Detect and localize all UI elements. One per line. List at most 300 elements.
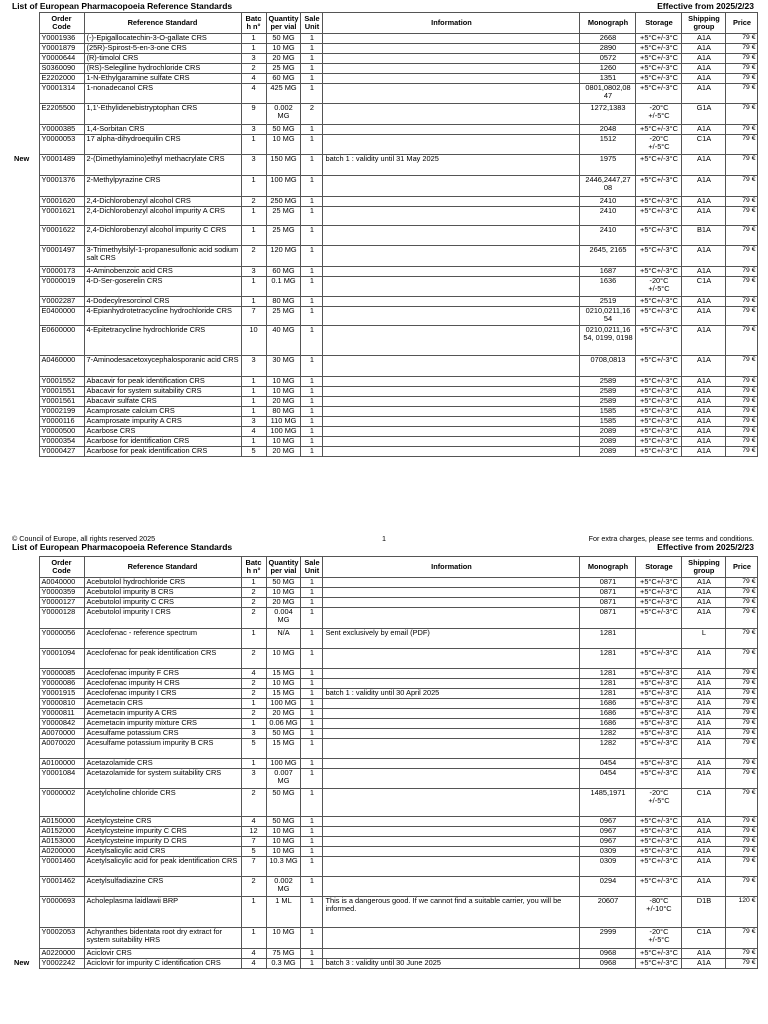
table-row [12,226,758,246]
reference-standard-cell: 4-D-Ser-goserelin CRS [84,277,241,297]
batch-cell: 3 [241,729,266,739]
table-row [12,54,758,64]
row-flag [12,588,39,598]
reference-standard-cell: Acetazolamide for system suitability CRS [84,769,241,789]
information-cell [323,326,580,356]
reference-standard-cell: 4-Epitetracycline hydrochloride CRS [84,326,241,356]
sale-unit-cell: 1 [301,267,323,277]
shipping-group-cell: A1A [682,709,726,719]
table-row [12,417,758,427]
table-row [12,197,758,207]
price-cell: 79 € [726,277,758,297]
information-cell [323,769,580,789]
price-cell: 79 € [726,709,758,719]
quantity-cell: 10 MG [266,437,301,447]
table-row [12,44,758,54]
monograph-cell: 1272,1383 [580,104,636,125]
quantity-cell: 30 MG [266,356,301,377]
sale-unit-cell: 1 [301,897,323,928]
shipping-group-cell: A1A [682,877,726,897]
monograph-cell: 1585 [580,407,636,417]
storage-cell: +5°C+/-3°C [636,407,682,417]
sale-unit-cell: 1 [301,629,323,649]
price-cell: 120 € [726,897,758,928]
price-cell: 79 € [726,769,758,789]
table-row [12,578,758,588]
monograph-cell: 1686 [580,719,636,729]
order-code-cell: Y0000385 [39,125,84,135]
reference-standard-cell: Aceclofenac impurity H CRS [84,679,241,689]
reference-standard-cell: Acetylsalicylic acid for peak identification CRS [84,857,241,877]
information-cell: batch 1 : validity until 30 April 2025 [323,689,580,699]
storage-cell: +5°C+/-3°C [636,155,682,176]
quantity-cell: 60 MG [266,267,301,277]
batch-cell: 1 [241,578,266,588]
quantity-cell: 80 MG [266,407,301,417]
storage-cell: +5°C+/-3°C [636,827,682,837]
batch-header: Batc h n° [241,13,266,34]
price-cell: 79 € [726,176,758,197]
storage-cell: +5°C+/-3°C [636,649,682,669]
table-row [12,34,758,44]
order-code-cell: Y0001620 [39,197,84,207]
information-cell [323,74,580,84]
storage-cell: +5°C+/-3°C [636,64,682,74]
table-row [12,897,758,928]
table-row [12,759,758,769]
batch-cell: 3 [241,356,266,377]
table-row [12,588,758,598]
reference-standard-cell: Abacavir for system suitability CRS [84,387,241,397]
information-header: Information [323,557,580,578]
storage-cell: +5°C+/-3°C [636,759,682,769]
price-cell: 79 € [726,857,758,877]
price-cell: 79 € [726,729,758,739]
row-flag [12,769,39,789]
price-cell: 79 € [726,246,758,267]
storage-cell: -20°C +/-5°C [636,789,682,817]
price-header: Price [726,13,758,34]
table-row [12,857,758,877]
order-code-cell: Y0001462 [39,877,84,897]
information-cell [323,649,580,669]
reference-standard-cell: Acetylcysteine impurity C CRS [84,827,241,837]
table-row [12,729,758,739]
quantity-cell: 80 MG [266,297,301,307]
price-cell: 79 € [726,817,758,827]
table-row [12,877,758,897]
quantity-cell: 10 MG [266,928,301,949]
storage-cell: -20°C +/-5°C [636,928,682,949]
reference-standard-cell: Acetylcysteine CRS [84,817,241,827]
price-cell: 79 € [726,699,758,709]
batch-cell: 7 [241,837,266,847]
order-code-cell: A0152000 [39,827,84,837]
reference-standard-cell: Acarbose for peak identification CRS [84,447,241,457]
monograph-cell: 0871 [580,578,636,588]
quantity-cell: 120 MG [266,246,301,267]
sale-unit-cell: 1 [301,397,323,407]
batch-cell: 2 [241,877,266,897]
information-cell [323,387,580,397]
storage-cell: -20°C +/-5°C [636,104,682,125]
storage-cell: +5°C+/-3°C [636,387,682,397]
table-row [12,739,758,759]
row-flag [12,928,39,949]
storage-cell: -20°C +/-5°C [636,135,682,155]
storage-header: Storage [636,557,682,578]
storage-cell: -20°C +/-5°C [636,277,682,297]
shipping-group-cell: A1A [682,578,726,588]
table-row [12,407,758,417]
information-cell [323,377,580,387]
sale-unit-cell: 1 [301,437,323,447]
monograph-cell: 2519 [580,297,636,307]
monograph-cell: 0309 [580,857,636,877]
sale-unit-cell: 1 [301,857,323,877]
order-code-cell: Y0000842 [39,719,84,729]
order-code-cell: Y0000116 [39,417,84,427]
quantity-cell: 50 MG [266,817,301,827]
monograph-header: Monograph [580,557,636,578]
information-header: Information [323,13,580,34]
shipping-group-cell: A1A [682,588,726,598]
reference-standard-cell: (-)-Epigallocatechin-3-O-gallate CRS [84,34,241,44]
sale-unit-cell: 1 [301,417,323,427]
row-flag [12,649,39,669]
sale-unit-cell: 1 [301,578,323,588]
monograph-cell: 1687 [580,267,636,277]
reference-standard-cell: Acebutolol impurity I CRS [84,608,241,629]
row-flag [12,857,39,877]
table-row [12,307,758,326]
quantity-cell: 0.002 MG [266,877,301,897]
information-cell [323,64,580,74]
order-code-cell: A0200000 [39,847,84,857]
information-cell [323,226,580,246]
quantity-cell: 25 MG [266,207,301,226]
sale-unit-cell: 1 [301,959,323,969]
order-code-cell: Y0000128 [39,608,84,629]
storage-cell: +5°C+/-3°C [636,356,682,377]
monograph-cell: 1282 [580,729,636,739]
storage-cell [636,629,682,649]
reference-standard-cell: 4-Dodecylresorcinol CRS [84,297,241,307]
information-cell [323,34,580,44]
information-cell [323,437,580,447]
batch-cell: 4 [241,74,266,84]
quantity-cell: 10 MG [266,679,301,689]
sale-unit-cell: 1 [301,356,323,377]
price-cell: 79 € [726,437,758,447]
quantity-cell: 40 MG [266,326,301,356]
batch-cell: 2 [241,64,266,74]
reference-standard-cell: Aciclovir for impurity C identification CRS [84,959,241,969]
shipping-group-cell: A1A [682,769,726,789]
price-cell: 79 € [726,307,758,326]
order-code-cell: Y0000053 [39,135,84,155]
quantity-cell: 0.004 MG [266,608,301,629]
reference-standard-cell: Aciclovir CRS [84,949,241,959]
batch-cell: 1 [241,699,266,709]
storage-cell: +5°C+/-3°C [636,34,682,44]
table-row [12,277,758,297]
order-code-header: Order Code [39,13,84,34]
reference-standard-cell: Acetylsalicylic acid CRS [84,847,241,857]
shipping-group-cell: A1A [682,598,726,608]
storage-cell: +5°C+/-3°C [636,437,682,447]
sale-unit-cell: 1 [301,34,323,44]
price-cell: 79 € [726,827,758,837]
batch-cell: 5 [241,847,266,857]
information-cell [323,847,580,857]
extra-charges-note: For extra charges, please see terms and conditions. [588,534,754,543]
price-cell: 79 € [726,267,758,277]
price-cell: 79 € [726,226,758,246]
table-row [12,817,758,827]
storage-cell: +5°C+/-3°C [636,417,682,427]
shipping-group-cell: A1A [682,847,726,857]
information-cell [323,877,580,897]
price-cell: 79 € [726,104,758,125]
batch-header: Batc h n° [241,557,266,578]
order-code-cell: A0100000 [39,759,84,769]
storage-cell: +5°C+/-3°C [636,608,682,629]
quantity-cell: 10 MG [266,44,301,54]
monograph-cell: 1485,1971 [580,789,636,817]
order-code-cell: Y0000810 [39,699,84,709]
monograph-cell: 2089 [580,447,636,457]
batch-cell: 9 [241,104,266,125]
table-row [12,207,758,226]
price-cell: 79 € [726,297,758,307]
monograph-cell: 1351 [580,74,636,84]
order-code-cell: Y0000644 [39,54,84,64]
monograph-cell: 0967 [580,817,636,827]
row-flag [12,827,39,837]
sale-unit-cell: 1 [301,64,323,74]
price-cell: 79 € [726,739,758,759]
batch-cell: 3 [241,54,266,64]
batch-cell: 4 [241,959,266,969]
quantity-cell: 150 MG [266,155,301,176]
row-flag [12,629,39,649]
row-flag [12,44,39,54]
storage-cell: +5°C+/-3°C [636,427,682,437]
row-flag [12,125,39,135]
sale-unit-cell: 1 [301,297,323,307]
information-cell: This is a dangerous good. If we cannot find a suitable carrier, you will be informed. [323,897,580,928]
information-cell [323,837,580,847]
sale-unit-cell: 1 [301,155,323,176]
storage-cell: +5°C+/-3°C [636,125,682,135]
row-flag [12,176,39,197]
order-code-cell: Y0000359 [39,588,84,598]
monograph-cell: 0871 [580,608,636,629]
price-cell: 79 € [726,847,758,857]
reference-standard-cell: Acebutolol hydrochloride CRS [84,578,241,588]
sale-unit-cell: 1 [301,246,323,267]
price-cell: 79 € [726,155,758,176]
batch-cell: 1 [241,407,266,417]
shipping-group-cell: A1A [682,447,726,457]
sale-unit-cell: 1 [301,669,323,679]
monograph-cell: 1281 [580,669,636,679]
row-flag [12,817,39,827]
order-code-cell: Y0002053 [39,928,84,949]
shipping-group-cell: A1A [682,679,726,689]
order-code-cell: Y0001551 [39,387,84,397]
storage-cell: +5°C+/-3°C [636,307,682,326]
price-cell: 79 € [726,356,758,377]
batch-cell: 4 [241,427,266,437]
monograph-cell: 0294 [580,877,636,897]
price-cell: 79 € [726,588,758,598]
reference-standard-cell: Acemetacin impurity mixture CRS [84,719,241,729]
shipping-group-cell: A1A [682,817,726,827]
shipping-group-cell: A1A [682,837,726,847]
shipping-group-cell: A1A [682,74,726,84]
batch-cell: 1 [241,34,266,44]
monograph-cell: 0967 [580,827,636,837]
table-row [12,427,758,437]
reference-standard-cell: 1-N-Ethylgaramine sulfate CRS [84,74,241,84]
shipping-group-cell: A1A [682,857,726,877]
shipping-group-cell: A1A [682,397,726,407]
shipping-group-cell: C1A [682,928,726,949]
shipping-group-cell: A1A [682,377,726,387]
reference-standard-cell: 2,4-Dichlorobenzyl alcohol impurity C CRS [84,226,241,246]
copyright-text: © Council of Europe, all rights reserved 2025 [12,534,156,543]
sale-unit-cell: 1 [301,44,323,54]
document-title: List of European Pharmacopoeia Reference Standards [12,1,233,11]
reference-standards-table-page-1 [12,12,758,457]
monograph-cell: 1282 [580,739,636,759]
row-flag [12,699,39,709]
batch-cell: 4 [241,84,266,104]
table-row [12,125,758,135]
quantity-cell: 110 MG [266,417,301,427]
table-row [12,176,758,197]
storage-cell: +5°C+/-3°C [636,74,682,84]
sale-unit-cell: 1 [301,277,323,297]
monograph-cell: 1686 [580,709,636,719]
row-flag [12,877,39,897]
storage-cell: +5°C+/-3°C [636,729,682,739]
shipping-group-cell: A1A [682,759,726,769]
sale-unit-cell: 1 [301,827,323,837]
row-flag [12,277,39,297]
storage-cell: +5°C+/-3°C [636,197,682,207]
information-cell [323,729,580,739]
reference-standard-cell: Acarbose for identification CRS [84,437,241,447]
information-cell [323,598,580,608]
monograph-cell: 0871 [580,598,636,608]
batch-cell: 1 [241,176,266,197]
quantity-header: Quantity per vial [266,13,301,34]
monograph-cell: 1512 [580,135,636,155]
shipping-group-cell: B1A [682,226,726,246]
row-flag [12,226,39,246]
information-cell [323,827,580,837]
shipping-group-header: Shipping group [682,557,726,578]
quantity-cell: 50 MG [266,125,301,135]
order-code-cell: Y0000693 [39,897,84,928]
table-row [12,959,758,969]
quantity-cell: 15 MG [266,739,301,759]
batch-cell: 4 [241,817,266,827]
batch-cell: 3 [241,417,266,427]
quantity-cell: 10 MG [266,649,301,669]
shipping-group-cell: A1A [682,356,726,377]
batch-cell: 3 [241,155,266,176]
storage-cell: +5°C+/-3°C [636,739,682,759]
quantity-cell: 20 MG [266,54,301,64]
table-row [12,837,758,847]
quantity-header: Quantity per vial [266,557,301,578]
information-cell [323,789,580,817]
monograph-cell: 1636 [580,277,636,297]
table-row [12,326,758,356]
storage-cell: +5°C+/-3°C [636,84,682,104]
row-flag [12,897,39,928]
reference-standards-table-page-2 [12,556,758,969]
flag-header [12,13,39,34]
sale-unit-cell: 1 [301,847,323,857]
batch-cell: 1 [241,226,266,246]
storage-cell: +5°C+/-3°C [636,578,682,588]
shipping-group-cell: A1A [682,689,726,699]
shipping-group-cell: A1A [682,719,726,729]
table-row [12,769,758,789]
order-code-cell: Y0001376 [39,176,84,197]
shipping-group-cell: A1A [682,125,726,135]
row-flag [12,397,39,407]
batch-cell: 7 [241,857,266,877]
table-row [12,155,758,176]
order-code-cell: Y0001084 [39,769,84,789]
monograph-cell: 1281 [580,629,636,649]
information-cell [323,669,580,679]
table-row [12,598,758,608]
storage-cell: +5°C+/-3°C [636,857,682,877]
order-code-cell: Y0001622 [39,226,84,246]
sale-unit-cell: 1 [301,837,323,847]
information-cell [323,588,580,598]
monograph-cell: 0454 [580,759,636,769]
row-flag [12,197,39,207]
information-cell [323,427,580,437]
quantity-cell: 25 MG [266,226,301,246]
shipping-group-cell: A1A [682,608,726,629]
information-cell [323,44,580,54]
row-flag [12,207,39,226]
order-code-cell: Y0001552 [39,377,84,387]
price-cell: 79 € [726,125,758,135]
flag-header [12,557,39,578]
reference-standard-cell: (25R)-Spirost-5-en-3-one CRS [84,44,241,54]
sale-unit-cell: 1 [301,387,323,397]
batch-cell: 3 [241,125,266,135]
sale-unit-cell: 1 [301,729,323,739]
reference-standard-header: Reference Standard [84,13,241,34]
order-code-cell: Y0000056 [39,629,84,649]
batch-cell: 1 [241,44,266,54]
order-code-cell: A0040000 [39,578,84,588]
batch-cell: 1 [241,277,266,297]
batch-cell: 2 [241,608,266,629]
batch-cell: 1 [241,719,266,729]
